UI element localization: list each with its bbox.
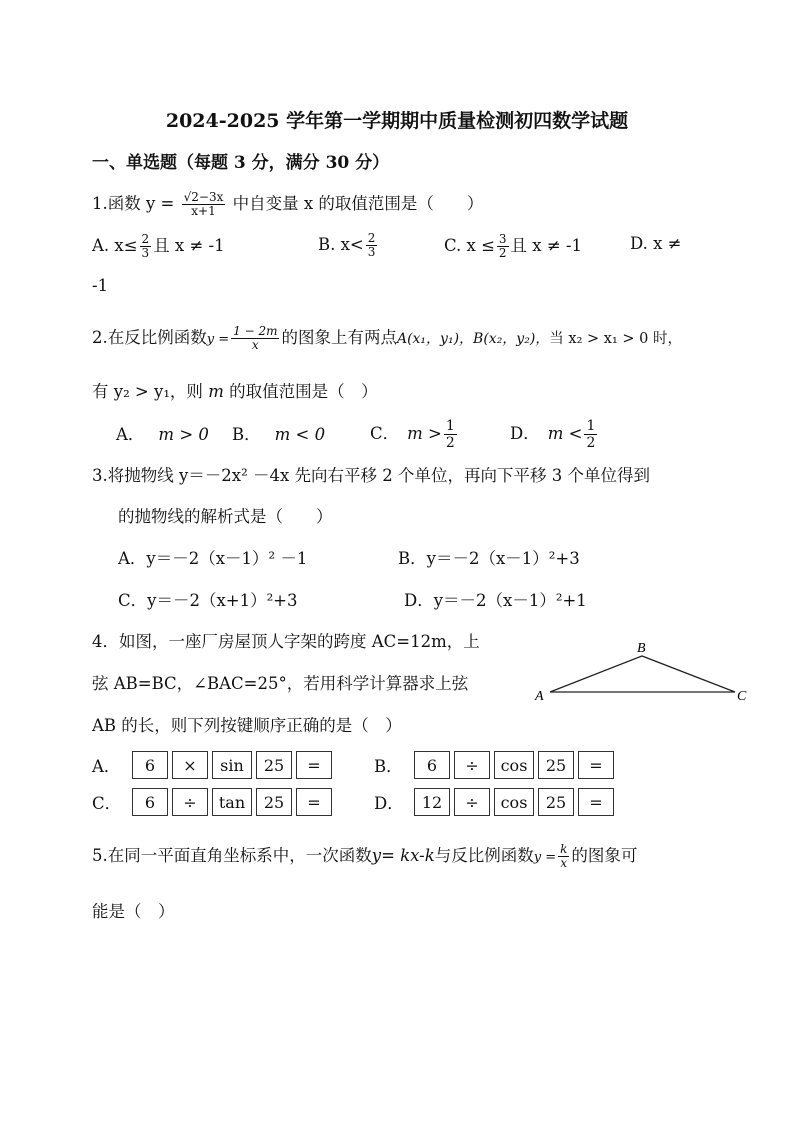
- key-cos: cos: [494, 788, 534, 816]
- key-6: 6: [132, 751, 168, 779]
- q3-option-a: A．y＝－2（x－1）² －1: [118, 549, 308, 568]
- q1-option-a: [92, 232, 225, 260]
- q2-option-c: [370, 418, 459, 451]
- q1-c-den: 2: [498, 246, 507, 260]
- q4-line3: AB 的长，则下列按键顺序正确的是（ ）: [92, 716, 402, 735]
- q4-option-c: [92, 788, 336, 816]
- q4-c-label: C．: [92, 794, 122, 813]
- q1-a-pre: A. x≤: [92, 236, 138, 255]
- label-vertex-a: A: [535, 689, 544, 704]
- q4-d-label: D．: [374, 794, 404, 813]
- q5-frac-num: k: [560, 842, 568, 856]
- page-title: 2024-2025 学年第一学期期中质量检测初四数学试题: [165, 110, 629, 132]
- q5-line1-b: 与反比例函数: [434, 846, 534, 865]
- q4-option-a: [92, 751, 336, 779]
- key-multiply: ×: [172, 751, 208, 779]
- q2-c-num: 1: [445, 418, 455, 434]
- q1-a-num: 2: [141, 232, 150, 246]
- q1-stem: [92, 190, 483, 218]
- q5-line1-c: 的图象可: [571, 846, 638, 865]
- q1-c-num: 3: [498, 232, 507, 246]
- q5-line2: 能是（ ）: [92, 902, 175, 921]
- key-25: 25: [256, 751, 292, 779]
- q2-a-value: m > 0: [158, 425, 209, 444]
- q1-option-c: [444, 232, 582, 260]
- q2-a-label: A．: [116, 425, 145, 444]
- q5-frac-den: x: [560, 856, 568, 870]
- q5-line1: [92, 842, 637, 870]
- q4-line1: 4．如图，一座厂房屋顶人字架的跨度 AC=12m，上: [92, 632, 480, 651]
- q1-a-post: 且 x ≠ -1: [153, 236, 225, 255]
- q2-line2: [92, 378, 378, 402]
- section-heading: 一、单选题（每题 3 分，满分 30 分）: [92, 153, 390, 173]
- q2-c-den: 2: [445, 435, 455, 451]
- q3-option-b: B．y＝－2（x－1）²+3: [398, 549, 580, 568]
- key-25: 25: [538, 751, 574, 779]
- label-vertex-c: C: [737, 689, 747, 704]
- q5-y-eq: y =: [533, 850, 557, 865]
- q1-option-d: D. x ≠: [630, 234, 682, 253]
- key-tan: tan: [212, 788, 252, 816]
- q2-point-b: B(x₂，y₂)，: [473, 331, 550, 347]
- q2-c-label: C．: [370, 424, 400, 443]
- key-equals: =: [296, 788, 332, 816]
- q2-y-eq: y =: [206, 332, 230, 347]
- q4-option-d: [374, 788, 618, 816]
- key-12: 12: [414, 788, 450, 816]
- key-equals: =: [296, 751, 332, 779]
- key-divide: ÷: [454, 788, 490, 816]
- q2-b-value: m < 0: [274, 425, 326, 444]
- q3-line1: 3.将抛物线 y＝－2x² －4x 先向右平移 2 个单位，再向下平移 3 个单位得到: [92, 466, 650, 485]
- q2-d-den: 2: [586, 435, 596, 451]
- q2-d-pre: m <: [547, 424, 583, 443]
- q1-a-frac: [140, 233, 152, 260]
- q2-line2-b: 的取值范围是（ ）: [229, 382, 378, 401]
- q3-option-d: D．y＝－2（x－1）²+1: [404, 591, 587, 610]
- q1-a-den: 3: [141, 246, 150, 260]
- key-6: 6: [414, 751, 450, 779]
- key-equals: =: [578, 788, 614, 816]
- q1-c-pre: C. x ≤: [444, 236, 495, 255]
- q1-c-post: 且 x ≠ -1: [510, 236, 582, 255]
- q2-frac-num: 1 − 2m: [233, 324, 278, 338]
- q2-c-frac: [444, 418, 457, 451]
- q2-stem-b: 的图象上有两点: [281, 328, 397, 347]
- q2-option-a: [116, 421, 209, 445]
- q2-frac-den: x: [251, 338, 259, 352]
- roof-truss-figure: [530, 636, 760, 708]
- q2-fraction: [231, 325, 279, 352]
- q1-stem-a: 1.函数 y =: [92, 194, 175, 213]
- q2-m: m: [208, 382, 224, 401]
- key-25: 25: [538, 788, 574, 816]
- q2-stem: [92, 324, 682, 352]
- q1-frac-num: √2−3x: [183, 190, 224, 204]
- key-divide: ÷: [172, 788, 208, 816]
- q5-expr: y= kx-k: [371, 846, 435, 865]
- q2-option-d: [510, 418, 599, 451]
- q2-stem-a: 2.在反比例函数: [92, 328, 207, 347]
- truss-triangle: [550, 656, 735, 692]
- q2-option-b: [232, 421, 325, 445]
- q5-line1-a: 5.在同一平面直角坐标系中，一次函数: [92, 846, 372, 865]
- q4-line2: 弦 AB=BC，∠BAC=25°，若用科学计算器求上弦: [92, 674, 469, 693]
- q2-point-a: A(x₁，y₁)，: [396, 331, 474, 347]
- q3-option-c: C．y＝－2（x+1）²+3: [118, 591, 298, 610]
- q1-b-num: 2: [367, 231, 376, 245]
- key-25: 25: [256, 788, 292, 816]
- key-sin: sin: [212, 751, 252, 779]
- key-equals: =: [578, 751, 614, 779]
- q2-c-pre: m >: [407, 424, 442, 443]
- q2-b-label: B．: [232, 425, 261, 444]
- q3-line2: 的抛物线的解析式是（ ）: [118, 507, 333, 526]
- q1-stem-b: 中自变量 x 的取值范围是（ ）: [232, 194, 484, 213]
- q1-fraction: [182, 191, 226, 218]
- q5-fraction: [558, 843, 569, 870]
- q1-frac-den: x+1: [191, 204, 216, 218]
- key-6: 6: [132, 788, 168, 816]
- q1-b-pre: B. x<: [318, 235, 364, 254]
- q1-c-frac: [497, 233, 509, 260]
- key-divide: ÷: [454, 751, 490, 779]
- q4-a-label: A．: [92, 757, 121, 776]
- q1-option-d-wrap: -1: [92, 276, 109, 295]
- label-vertex-b: B: [637, 641, 646, 656]
- q1-b-den: 3: [367, 245, 376, 259]
- q1-b-frac: [366, 232, 378, 259]
- q2-line2-a: 有 y₂ > y₁，则: [92, 382, 203, 401]
- q4-option-b: [374, 751, 618, 779]
- key-cos: cos: [494, 751, 534, 779]
- q2-d-num: 1: [586, 418, 596, 434]
- q2-stem-c: 当 x₂ > x₁ > 0 时，: [549, 331, 682, 347]
- q1-option-b: [318, 232, 379, 259]
- q2-d-frac: [584, 418, 597, 451]
- q4-b-label: B．: [374, 757, 403, 776]
- q2-d-label: D．: [510, 424, 540, 443]
